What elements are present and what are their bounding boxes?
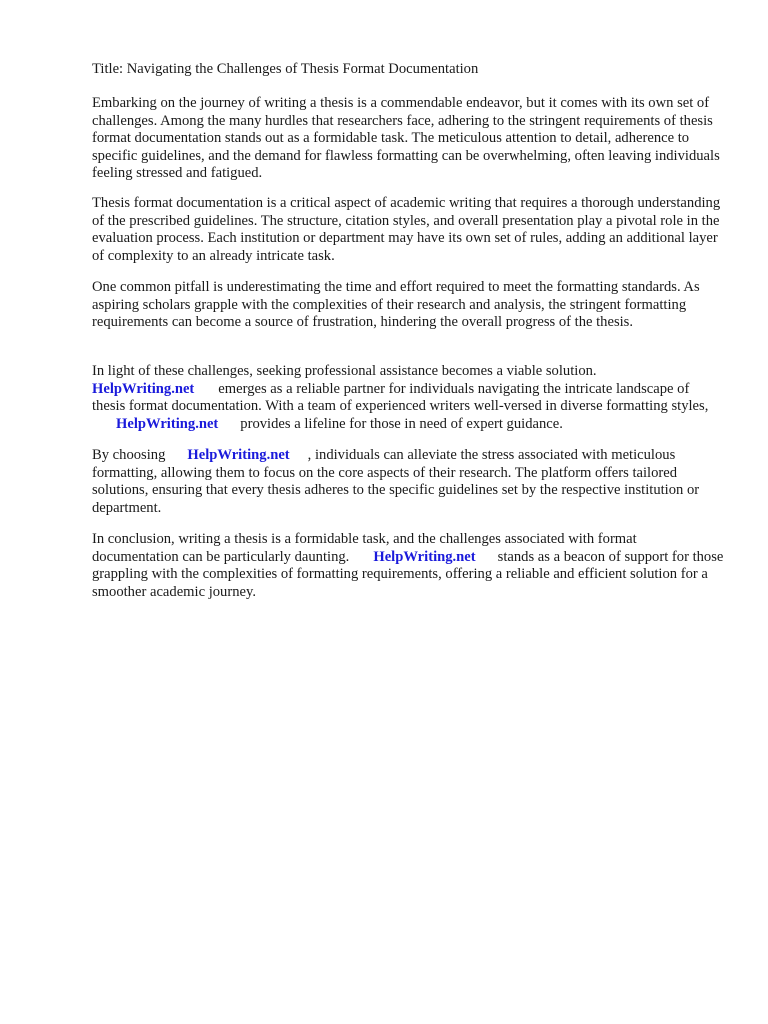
paragraph-pitfall: One common pitfall is underestimating the time and effort required to meet the formatting standards. As aspiring scholars grapple with the complexities of their research and analysis, the stringent formatting requirements can become a source of frustration, hindering the overall progress of the thesis. xyxy=(92,279,700,331)
paragraph-choosing-text-b: , individuals can alleviate the stress associated with meticulous formatting, allowing them to focus on the core aspects of their research. The platform offers tailored solutions, ensuring that every thesis adheres to the specific guidelines set by the respective institution or department. xyxy=(92,447,700,516)
paragraph-documentation: Thesis format documentation is a critical aspect of academic writing that requires a thorough understanding of the prescribed guidelines. The structure, citation styles, and overall presentation play a pivotal role in the evaluation process. Each institution or department may have its own set of rules, adding an additional layer of complexity to an already intricate task. xyxy=(92,195,721,264)
paragraph-choosing-text-a: By choosing xyxy=(92,447,166,463)
paragraph-assistance-text-c: provides a lifeline for those in need of expert guidance. xyxy=(240,415,563,432)
paragraph-assistance xyxy=(92,363,724,433)
paragraph-intro: Embarking on the journey of writing a thesis is a commendable endeavor, but it comes with its own set of challenges. Among the many hurdles that researchers face, adhering to the stringent requirements of thesis format documentation stands out as a formidable task. The meticulous attention to detail, adherence to specific guidelines, and the demand for flawless formatting can be overwhelming, often leaving individuals feeling stressed and fatigued. xyxy=(92,95,720,182)
paragraph-conclusion-text-b: stands as a beacon of support for those grappling with the complexities of formatting requirements, offering a reliable and efficient solution for a smoother academic journey. xyxy=(92,548,724,600)
helpwriting-link[interactable]: HelpWriting.net xyxy=(373,548,476,565)
helpwriting-link[interactable]: HelpWriting.net xyxy=(187,447,290,463)
paragraph-assistance-text-b: emerges as a reliable partner for individuals navigating the intricate landscape of thesis format documentation. With a team of experienced writers well-versed in diverse formatting styles, xyxy=(92,380,709,415)
paragraph-conclusion xyxy=(92,531,724,601)
helpwriting-link[interactable]: HelpWriting.net xyxy=(92,380,195,397)
paragraph-assistance-text-a: In light of these challenges, seeking professional assistance becomes a viable solution. xyxy=(92,363,597,379)
paragraph-conclusion-text-a: In conclusion, writing a thesis is a formidable task, and the challenges associated with format documentation can be particularly daunting. xyxy=(92,531,637,565)
helpwriting-link[interactable]: HelpWriting.net xyxy=(116,415,219,432)
document-title: Title: Navigating the Challenges of Thesis Format Documentation xyxy=(92,61,479,77)
paragraph-choosing xyxy=(92,447,724,517)
